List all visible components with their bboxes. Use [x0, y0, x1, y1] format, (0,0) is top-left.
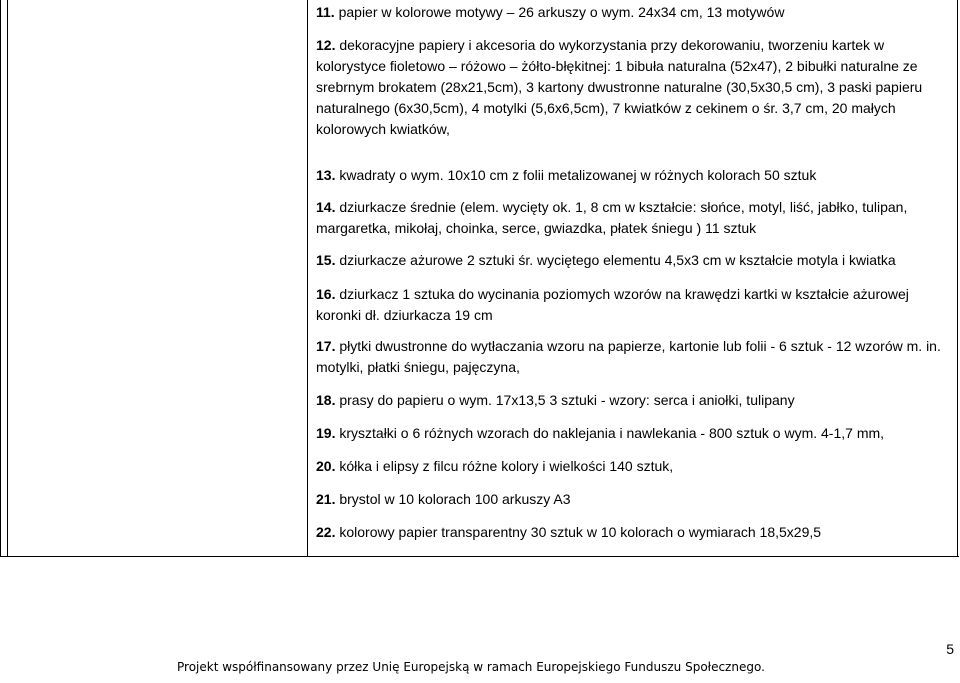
item-number: 12.	[316, 37, 336, 53]
table-border-inner-2	[307, 0, 308, 556]
list-item	[316, 284, 950, 326]
item-number: 16.	[316, 286, 336, 302]
item-number: 18.	[316, 392, 336, 408]
item-number: 15.	[316, 252, 336, 268]
item-number: 21.	[316, 491, 336, 507]
item-text: kolorowy papier transparentny 30 sztuk w 10 kolorach o wymiarach 18,5x29,5	[335, 524, 822, 540]
item-text: papier w kolorowe motywy – 26 arkuszy o wym. 24x34 cm, 13 motywów	[334, 4, 785, 20]
item-text: dziurkacze ażurowe 2 sztuki śr. wyciętego elementu 4,5x3 cm w kształcie motyla i kwiatka	[335, 252, 896, 268]
list-item	[316, 423, 950, 444]
table-border-right	[957, 0, 958, 556]
item-number: 14.	[316, 199, 336, 215]
item-number: 19.	[316, 425, 336, 441]
list-item	[316, 165, 950, 186]
item-number: 20.	[316, 458, 336, 474]
footer-text: Projekt współfinansowany przez Unię Europejską w ramach Europejskiego Funduszu Społecznego.	[177, 660, 765, 674]
page-number: 5	[946, 641, 954, 657]
item-text: kryształki o 6 różnych wzorach do naklejania i nawlekania - 800 sztuk o wym. 4-1,7 mm,	[335, 425, 885, 441]
list-item	[316, 456, 950, 477]
item-text: kółka i elipsy z filcu różne kolory i wielkości 140 sztuk,	[335, 458, 674, 474]
list-item	[316, 522, 950, 543]
item-text: prasy do papieru o wym. 17x13,5 3 sztuki - wzory: serca i aniołki, tulipany	[335, 392, 795, 408]
list-item	[316, 489, 950, 510]
item-text: kwadraty o wym. 10x10 cm z folii metalizowanej w różnych kolorach 50 sztuk	[335, 167, 817, 183]
list-item	[316, 197, 950, 239]
item-text: płytki dwustronne do wytłaczania wzoru na papierze, kartonie lub folii - 6 sztuk - 12 wzorów m. in. motylki, płatki śniegu, pajęczyna,	[316, 338, 941, 375]
list-item	[316, 35, 950, 140]
table-border-left	[0, 0, 1, 556]
item-text: dekoracyjne papiery i akcesoria do wykorzystania przy dekorowaniu, tworzeniu kartek w kolorystyce fioletowo – różowo – żółto-błękitnej: 1 bibuła naturalna (52x47), 2 bibułki naturalne ze srebrnym brokatem (28x21,5cm), 3 kartony dwustronne naturalne (30,5x30,5 cm), 3 paski papieru naturalnego (6x30,5cm), 4 motylki (5,6x6,5cm), 7 kwiatków z cekinem o śr. 3,7 cm, 20 małych kolorowych kwiatków,	[316, 37, 923, 137]
item-text: dziurkacz 1 sztuka do wycinania poziomych wzorów na krawędzi kartki w kształcie ażurowej koronki dł. dziurkacza 19 cm	[316, 286, 909, 323]
item-number: 13.	[316, 167, 336, 183]
item-text: dziurkacze średnie (elem. wycięty ok. 1, 8 cm w kształcie: słońce, motyl, liść, jabłko, tulipan, margaretka, mikołaj, choinka, serce, gwiazdka, płatek śniegu ) 11 sztuk	[316, 199, 908, 236]
item-number: 17.	[316, 338, 336, 354]
table-border-inner-1	[7, 0, 8, 556]
list-item	[316, 336, 950, 378]
list-item	[316, 250, 950, 271]
list-item	[316, 2, 950, 23]
list-item	[316, 390, 950, 411]
item-number: 22.	[316, 524, 336, 540]
item-text: brystol w 10 kolorach 100 arkuszy A3	[335, 491, 571, 507]
item-number: 11.	[316, 4, 335, 20]
